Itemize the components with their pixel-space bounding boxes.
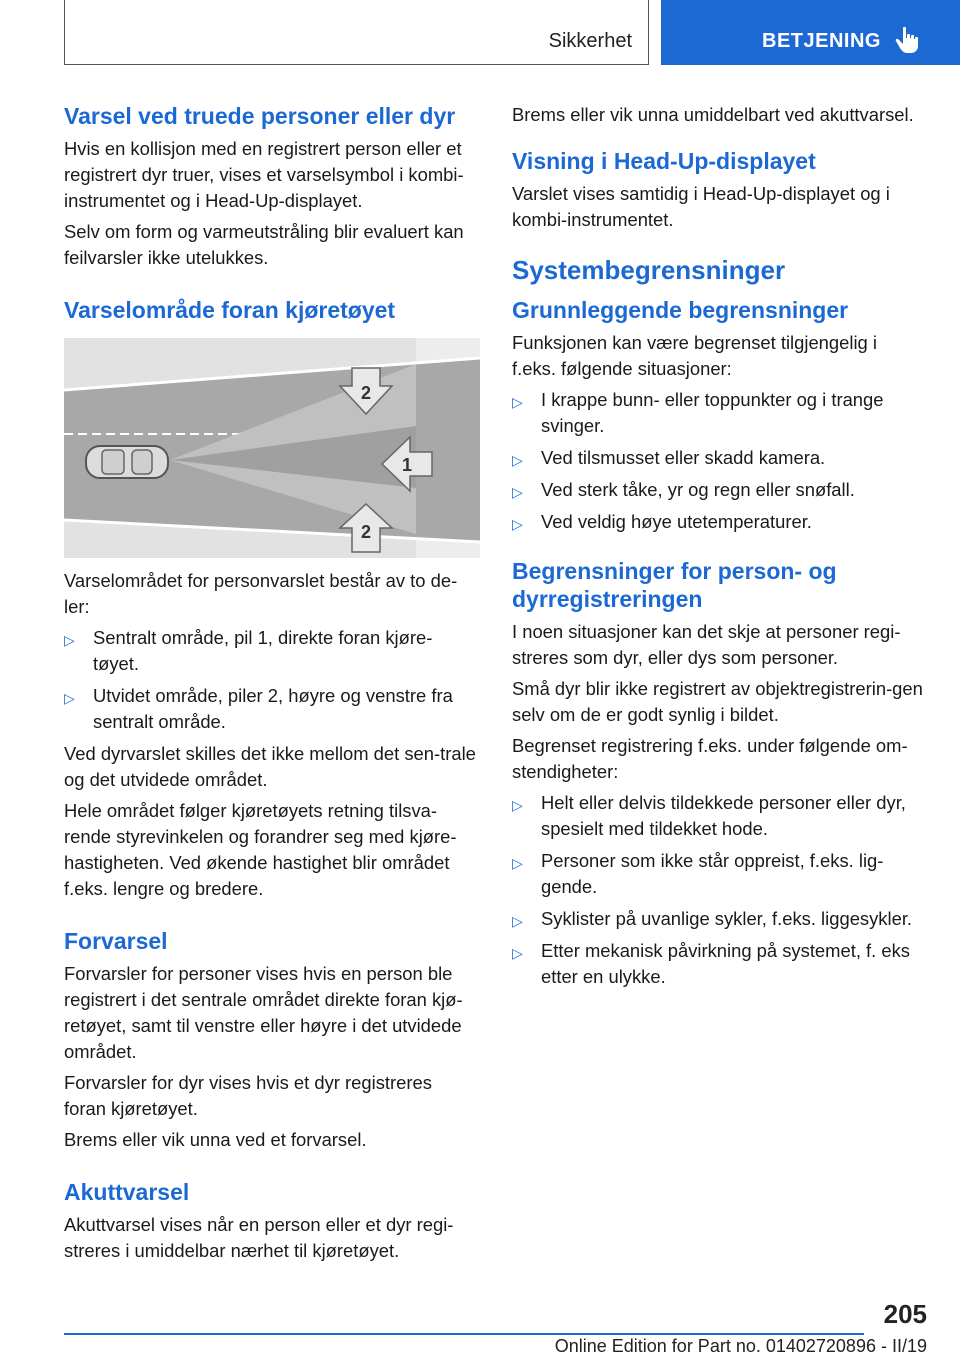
triangle-bullet-icon: ▷ — [512, 452, 523, 468]
list-item: ▷ Personer som ikke står oppreist, f.eks. lig-gende. — [512, 850, 884, 897]
heading-visning: Visning i Head-Up-displayet — [512, 148, 816, 174]
bullet-list — [512, 387, 926, 535]
triangle-bullet-icon: ▷ — [512, 797, 523, 813]
heading-forvarsel: Forvarsel — [64, 928, 168, 954]
page-number: 205 — [883, 1299, 927, 1329]
left-column — [64, 102, 478, 1269]
paragraph: Ved dyrvarslet skilles det ikke mellom det sen-trale og det utvidede området. — [64, 743, 476, 790]
paragraph: I noen situasjoner kan det skje at personer regi-streres som dyr, eller dys som personer. — [512, 621, 901, 668]
paragraph: Hele området følger kjøretøyets retning tilsva-rende styrevinkelen og forandrer seg med kjøre-hastigheten. Ved økende hastighet blir området f.eks. lengre og bredere. — [64, 800, 457, 899]
paragraph: Forvarsler for personer vises hvis en person ble registrert i det sentrale området direkte foran kjø-retøyet, samt til venstre eller høyre i det utvidede området. — [64, 963, 463, 1062]
triangle-bullet-icon: ▷ — [512, 394, 523, 410]
triangle-bullet-icon: ▷ — [512, 484, 523, 500]
triangle-bullet-icon: ▷ — [64, 690, 75, 706]
triangle-bullet-icon: ▷ — [512, 945, 523, 961]
hand-pointer-icon — [895, 26, 921, 54]
triangle-bullet-icon: ▷ — [512, 913, 523, 929]
header-section-box — [64, 0, 649, 65]
list-item: ▷ Syklister på uvanlige sykler, f.eks. liggesykler. — [512, 906, 926, 932]
footer-edition: Online Edition for Part no. 01402720896 - II/19 — [554, 1336, 927, 1356]
list-item: ▷ I krappe bunn- eller toppunkter og i trange svinger. — [512, 389, 884, 436]
vehicle-icon — [86, 446, 168, 478]
footer-divider — [64, 1333, 864, 1335]
paragraph: Brems eller vik unna ved et forvarsel. — [64, 1129, 367, 1150]
header-chapter-label: BETJENING — [762, 30, 881, 52]
figure-label-2-top: 2 — [360, 383, 372, 403]
triangle-bullet-icon: ▷ — [512, 516, 523, 532]
heading-systembegrensninger: Systembegrensninger — [512, 255, 786, 285]
paragraph: Begrenset registrering f.eks. under følgende om-stendigheter: — [512, 735, 908, 782]
heading-varsel: Varsel ved truede personer eller dyr — [64, 103, 456, 129]
list-item: ▷ Ved sterk tåke, yr og regn eller snøfall. — [512, 477, 926, 503]
triangle-bullet-icon: ▷ — [512, 855, 523, 871]
warning-area-figure — [64, 338, 480, 558]
paragraph: Selv om form og varmeutstråling blir evaluert kan feilvarsler ikke utelukkes. — [64, 221, 464, 268]
figure-label-2-bottom: 2 — [360, 522, 372, 542]
list-item: ▷ Ved tilsmusset eller skadd kamera. — [512, 445, 926, 471]
heading-begrensninger-registrering: Begrensninger for person- og dyrregistreringen — [512, 558, 837, 612]
paragraph: Brems eller vik unna umiddelbart ved akuttvarsel. — [512, 104, 914, 125]
paragraph: Hvis en kollisjon med en registrert person eller et registrert dyr truer, vises et varselsymbol i kombi-instrumentet og i Head-Up-displayet. — [64, 138, 464, 211]
list-item: ▷ Ved veldig høye utetemperaturer. — [512, 509, 926, 535]
paragraph: Forvarsler for dyr vises hvis et dyr registreres foran kjøretøyet. — [64, 1072, 432, 1119]
list-item: ▷ Sentralt område, pil 1, direkte foran kjøre-tøyet. — [64, 627, 433, 674]
figure-label-1: 1 — [401, 455, 413, 475]
list-item: ▷ Utvidet område, piler 2, høyre og venstre fra sentralt område. — [64, 685, 453, 732]
right-column — [512, 102, 926, 996]
paragraph: Funksjonen kan være begrenset tilgjengelig i f.eks. følgende situasjoner: — [512, 332, 877, 379]
list-item: ▷ Etter mekanisk påvirkning på systemet, f. eks etter en ulykke. — [512, 940, 910, 987]
header-section-title: Sikkerhet — [548, 30, 632, 52]
bullet-list — [64, 625, 478, 735]
heading-varselomrade: Varselområde foran kjøretøyet — [64, 297, 396, 323]
heading-akuttvarsel: Akuttvarsel — [64, 1179, 190, 1205]
bullet-list — [512, 790, 926, 990]
paragraph: Varslet vises samtidig i Head-Up-displayet og i kombi-instrumentet. — [512, 183, 890, 230]
triangle-bullet-icon: ▷ — [64, 632, 75, 648]
paragraph: Varselområdet for personvarslet består av to de-ler: — [64, 570, 458, 617]
header-chapter-tab[interactable] — [661, 0, 960, 65]
paragraph: Små dyr blir ikke registrert av objektregistrerin-gen selv om de er godt synlig i bildet. — [512, 678, 923, 725]
list-item: ▷ Helt eller delvis tildekkede personer eller dyr, spesielt med tildekket hode. — [512, 792, 906, 839]
paragraph: Akuttvarsel vises når en person eller et dyr regi-streres i umiddelbar nærhet til kjøretøyet. — [64, 1214, 454, 1261]
heading-grunnleggende: Grunnleggende begrensninger — [512, 297, 849, 323]
